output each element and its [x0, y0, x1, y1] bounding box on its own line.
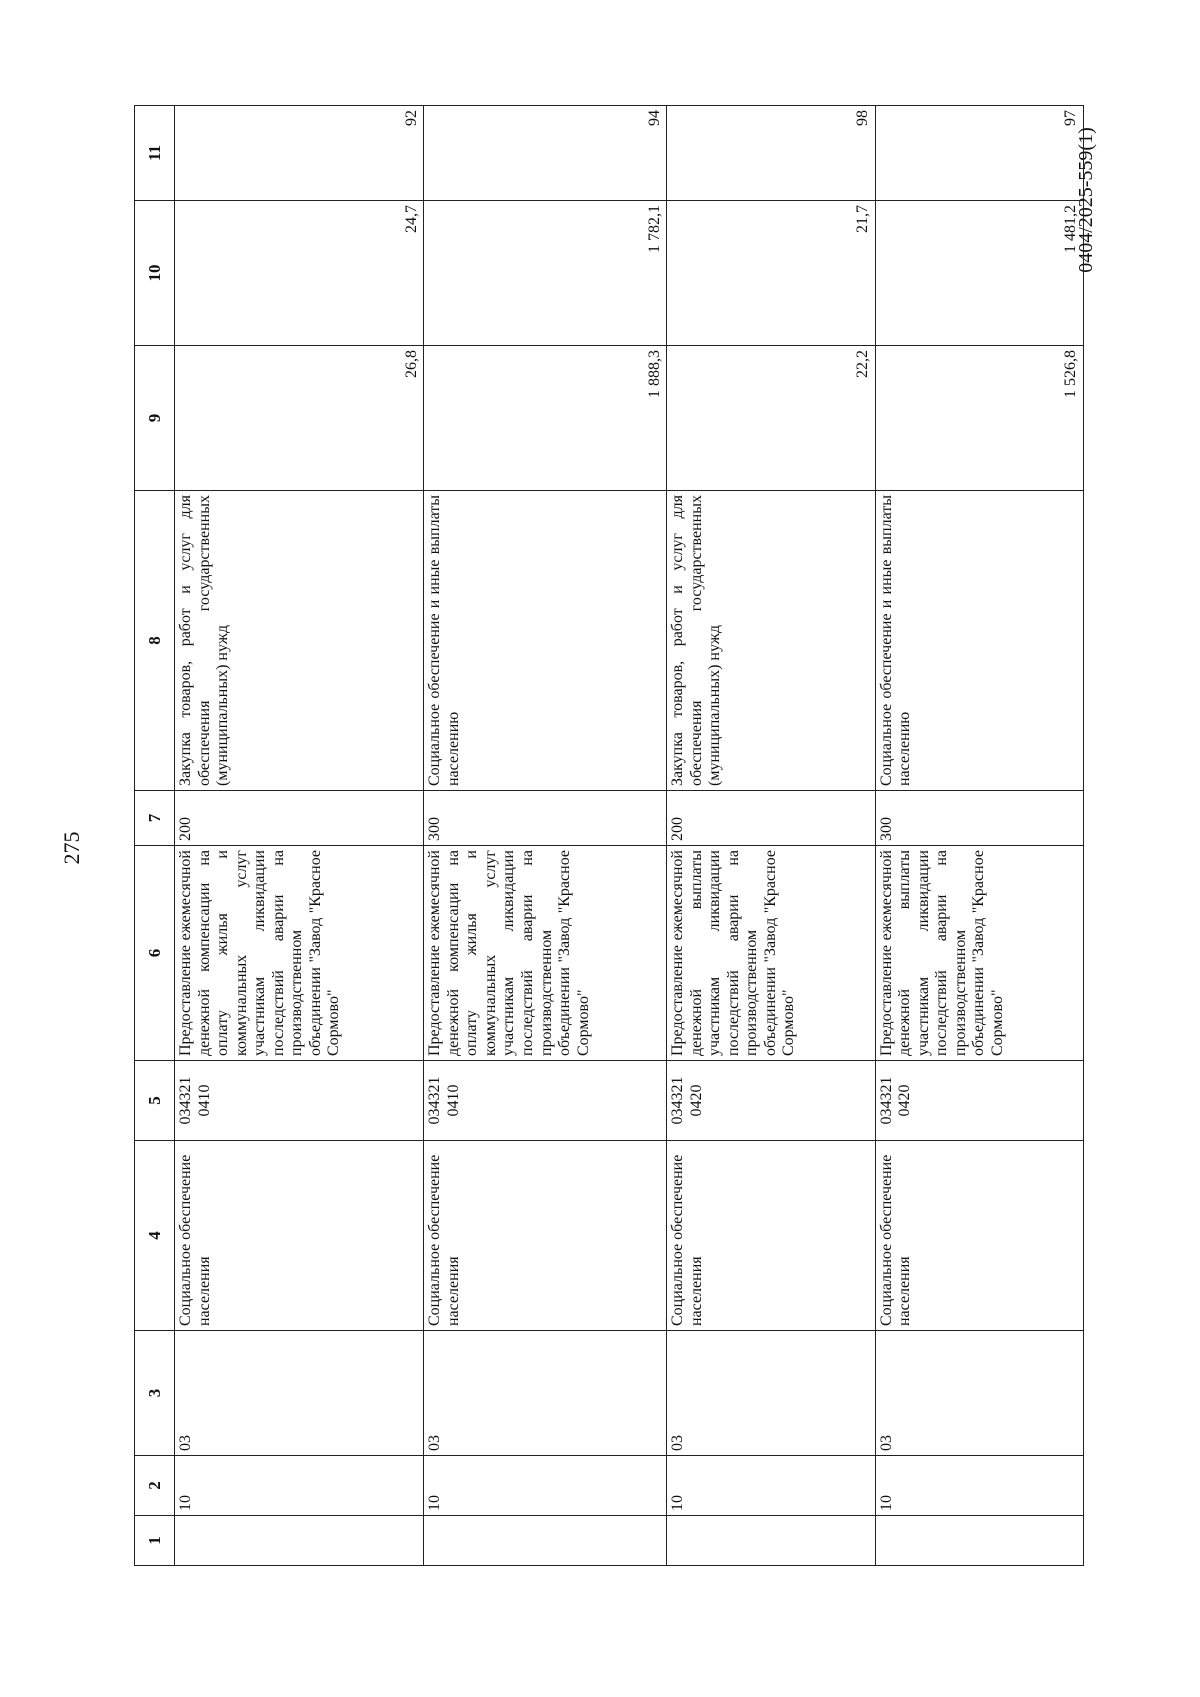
column-header: 7	[135, 791, 175, 846]
cell-section: 10	[875, 1456, 1083, 1516]
cell-article-name: Предоставление ежемесячной денежной выплаты участникам ликвидации последствий аварии на производственном объединении "Завод "Красное Сормово"	[667, 846, 875, 1061]
document-code: 0404/2025-559(1)	[1075, 127, 1097, 273]
cell-col1	[667, 1516, 875, 1566]
column-header: 5	[135, 1061, 175, 1141]
table-row	[424, 106, 667, 1566]
cell-expense-name: Закупка товаров, работ и услуг для обеспечения государственных (муниципальных) нужд	[175, 491, 424, 791]
cell-actual-amount: 1 481,2	[875, 201, 1083, 346]
cell-subsection-name: Социальное обеспечение населения	[175, 1141, 424, 1331]
cell-col1	[424, 1516, 667, 1566]
budget-table	[134, 105, 1084, 1566]
cell-subsection: 03	[667, 1331, 875, 1456]
cell-actual-amount: 21,7	[667, 201, 875, 346]
table-row	[875, 106, 1083, 1566]
cell-expense-name: Социальное обеспечение и иные выплаты населению	[424, 491, 667, 791]
cell-planned-amount: 1 526,8	[875, 346, 1083, 491]
cell-actual-amount: 24,7	[175, 201, 424, 346]
table-row	[175, 106, 424, 1566]
cell-target-article: 034321 0410	[175, 1061, 424, 1141]
column-header: 9	[135, 346, 175, 491]
cell-actual-amount: 1 782,1	[424, 201, 667, 346]
cell-target-article: 034321 0410	[424, 1061, 667, 1141]
cell-subsection-name: Социальное обеспечение населения	[875, 1141, 1083, 1331]
cell-target-article: 034321 0420	[875, 1061, 1083, 1141]
cell-expense-name: Социальное обеспечение и иные выплаты населению	[875, 491, 1083, 791]
column-header: 10	[135, 201, 175, 346]
cell-planned-amount: 26,8	[175, 346, 424, 491]
cell-subsection: 03	[875, 1331, 1083, 1456]
cell-col1	[875, 1516, 1083, 1566]
cell-expense-type: 300	[424, 791, 667, 846]
column-header: 6	[135, 846, 175, 1061]
cell-percent: 97	[875, 106, 1083, 201]
budget-table-rotated	[134, 106, 1084, 1566]
column-header: 2	[135, 1456, 175, 1516]
cell-percent: 98	[667, 106, 875, 201]
cell-expense-type: 300	[875, 791, 1083, 846]
cell-section: 10	[424, 1456, 667, 1516]
cell-percent: 94	[424, 106, 667, 201]
column-header: 1	[135, 1516, 175, 1566]
cell-expense-name: Закупка товаров, работ и услуг для обеспечения государственных (муниципальных) нужд	[667, 491, 875, 791]
cell-planned-amount: 22,2	[667, 346, 875, 491]
cell-section: 10	[667, 1456, 875, 1516]
cell-article-name: Предоставление ежемесячной денежной компенсации на оплату жилья и коммунальных услуг участникам ликвидации последствий аварии на производственном объединении "Завод "Красное Сормово"	[424, 846, 667, 1061]
cell-section: 10	[175, 1456, 424, 1516]
cell-article-name: Предоставление ежемесячной денежной выплаты участникам ликвидации последствий аварии на производственном объединении "Завод "Красное Сормово"	[875, 846, 1083, 1061]
cell-subsection-name: Социальное обеспечение населения	[667, 1141, 875, 1331]
cell-expense-type: 200	[175, 791, 424, 846]
cell-article-name: Предоставление ежемесячной денежной компенсации на оплату жилья и коммунальных услуг участникам ликвидации последствий аварии на производственном объединении "Завод "Красное Сормово"	[175, 846, 424, 1061]
page-number: 275	[59, 831, 84, 865]
cell-planned-amount: 1 888,3	[424, 346, 667, 491]
cell-col1	[175, 1516, 424, 1566]
cell-subsection-name: Социальное обеспечение населения	[424, 1141, 667, 1331]
table-header-row	[135, 106, 175, 1566]
cell-subsection: 03	[424, 1331, 667, 1456]
table-row	[667, 106, 875, 1566]
cell-target-article: 034321 0420	[667, 1061, 875, 1141]
cell-percent: 92	[175, 106, 424, 201]
column-header: 8	[135, 491, 175, 791]
column-header: 3	[135, 1331, 175, 1456]
cell-subsection: 03	[175, 1331, 424, 1456]
cell-expense-type: 200	[667, 791, 875, 846]
column-header: 11	[135, 106, 175, 201]
column-header: 4	[135, 1141, 175, 1331]
